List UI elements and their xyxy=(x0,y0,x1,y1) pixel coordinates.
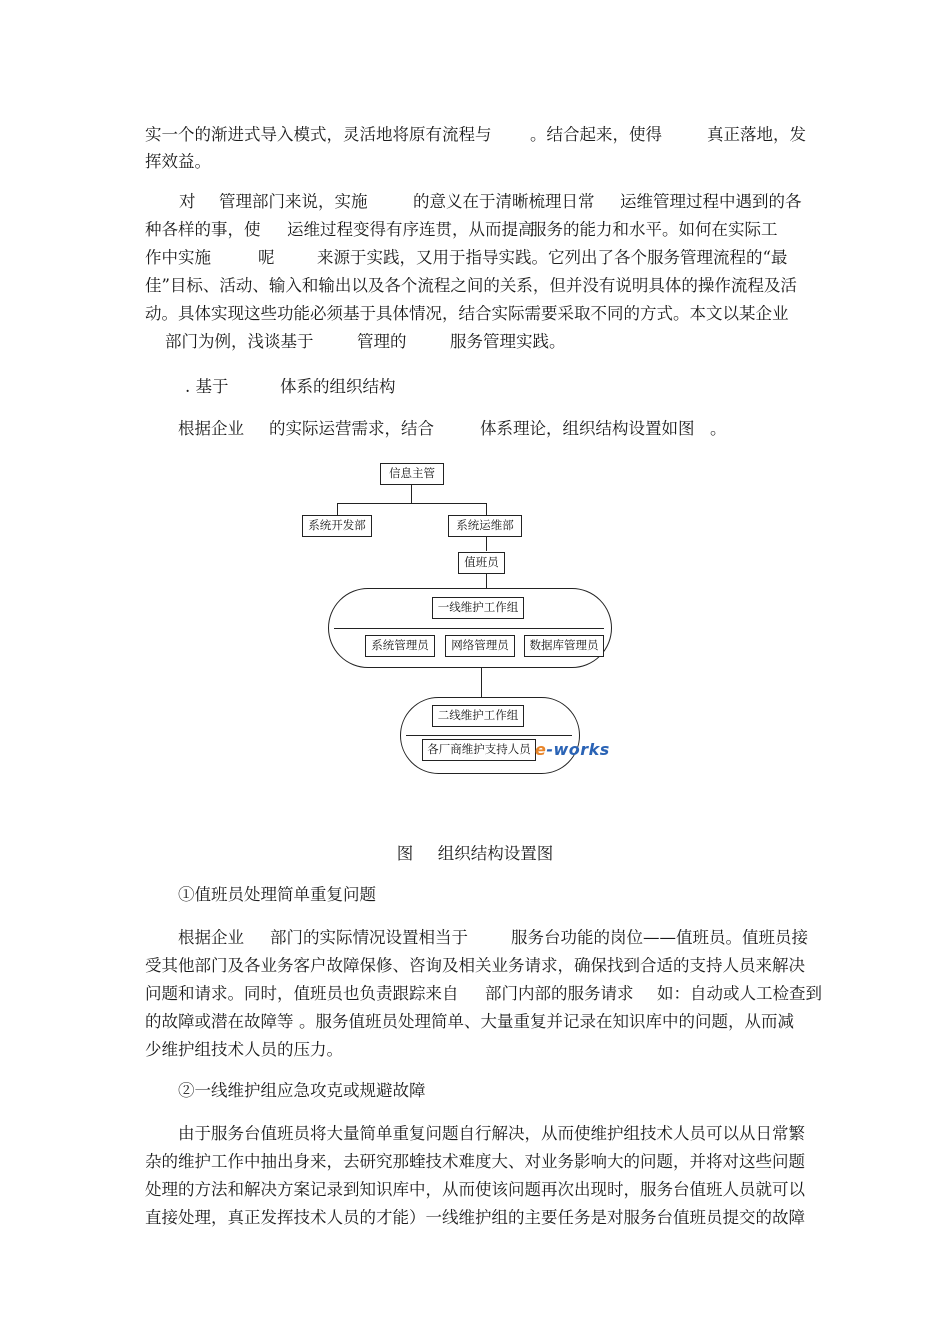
node-db-admin: 数据库管理员 xyxy=(524,635,604,657)
text-line: 直接处理，真正发挥技术人员的才能）一线维护组的主要任务是对服务台值班员提交的故障 xyxy=(145,1208,805,1227)
text-segment: 部门为例，浅谈基于 xyxy=(165,332,314,351)
text-segment: 。结合起来，使得 xyxy=(530,125,662,144)
text-segment: 的意义在于清晰梳理日常 xyxy=(413,192,595,211)
text-line: 受其他部门及各业务客户故障保修、咨询及相关业务请求，确保找到合适的支持人员来解决 xyxy=(145,956,805,975)
connector xyxy=(486,574,487,588)
text-line: 佳”目标、活动、输入和输出以及各个流程之间的关系，但并没有说明具体的操作流程及活 xyxy=(145,276,797,295)
text-segment: 管理的 xyxy=(357,332,407,351)
text-line: 挥效益。 xyxy=(145,152,211,171)
text-segment: 根据企业 xyxy=(178,419,244,438)
text-segment: 服务管理实践。 xyxy=(450,332,566,351)
text-segment: 运维过程变得有序连贯，从而提高 xyxy=(287,220,535,239)
connector xyxy=(486,503,487,515)
node-dev-dept: 系统开发部 xyxy=(302,515,372,537)
text-line: 少维护组技术人员的压力。 xyxy=(145,1040,343,1059)
caption-title: 组织结构设置图 xyxy=(437,844,554,863)
text-segment: 呢 xyxy=(258,248,275,267)
divider xyxy=(406,735,572,736)
sub-heading: ①值班员处理简单重复问题 xyxy=(178,885,376,904)
connector xyxy=(486,537,487,551)
divider xyxy=(334,628,604,629)
text-segment: 种各样的事，使 xyxy=(145,220,261,239)
text-segment: 运维管理过程中遇到的各 xyxy=(620,192,802,211)
node-ops-dept: 系统运维部 xyxy=(448,515,522,537)
text-segment: 根据企业 xyxy=(178,928,244,947)
sub-heading: ②一线维护组应急攻克或规避故障 xyxy=(178,1081,426,1100)
text-segment: 的实际运营需求，结合 xyxy=(269,419,434,438)
text-segment: 问题和请求。同时，值班员也负责跟踪来自 xyxy=(145,984,459,1003)
figure-caption xyxy=(0,843,950,865)
connector xyxy=(481,668,482,697)
text-line: 由于服务台值班员将大量简单重复问题自行解决，从而使维护组技术人员可以从日常繁 xyxy=(178,1124,805,1143)
org-chart-diagram xyxy=(290,456,630,776)
node-net-admin: 网络管理员 xyxy=(445,635,515,657)
node-duty-officer: 值班员 xyxy=(458,552,505,574)
caption-fig-label: 图 xyxy=(396,844,414,863)
text-segment: 来源于实践，又用于指导实践。它列出了各个服务管理流程的“最 xyxy=(317,248,788,267)
text-segment: 服务台功能的岗位——值班员。值班员接 xyxy=(511,928,808,947)
text-segment: 对 xyxy=(179,192,196,211)
text-segment: 的故障或潜在故障等 xyxy=(145,1012,294,1031)
text-segment: 作中实施 xyxy=(145,248,211,267)
node-second-line-group: 二线维护工作组 xyxy=(432,705,524,727)
connector xyxy=(337,503,338,515)
text-segment: 部门的实际情况设置相当于 xyxy=(270,928,468,947)
text-segment: 服务的能力和水平。如何在实际工 xyxy=(530,220,778,239)
text-line: 处理的方法和解决方案记录到知识库中，从而使该问题再次出现时，服务台值班人员就可以 xyxy=(145,1180,805,1199)
text-segment: 体系理论，组织结构设置如图 xyxy=(480,419,695,438)
text-segment: 真正落地，发 xyxy=(707,125,806,144)
text-segment: 。服务值班员处理简单、大量重复并记录在知识库中的问题，从而减 xyxy=(299,1012,794,1031)
text-segment: 如：自动或人工检查到 xyxy=(657,984,822,1003)
text-segment: 管理部门来说，实施 xyxy=(219,192,368,211)
text-segment: 。 xyxy=(710,419,727,438)
text-line: 杂的维护工作中抽出身来，去研究那蝰技术难度大、对业务影响大的问题，并将对这些问题 xyxy=(145,1152,805,1171)
text-segment: 部门内部的服务请求 xyxy=(485,984,634,1003)
text-line: 动。具体实现这些功能必须基于具体情况，结合实际需要采取不同的方式。本文以某企业 xyxy=(145,304,789,323)
e-works-watermark-logo: e-works xyxy=(535,740,610,759)
connector xyxy=(411,485,412,503)
text-segment: 实一个的渐进式导入模式，灵活地将原有流程与 xyxy=(145,125,492,144)
node-sys-admin: 系统管理员 xyxy=(365,635,435,657)
connector xyxy=(337,503,487,504)
text-segment: 体系的组织结构 xyxy=(280,377,396,396)
node-vendor-support: 各厂商维护支持人员 xyxy=(422,739,536,761)
node-cio: 信息主管 xyxy=(380,463,444,485)
node-first-line-group: 一线维护工作组 xyxy=(432,597,524,619)
text-segment: . 基于 xyxy=(185,377,229,396)
